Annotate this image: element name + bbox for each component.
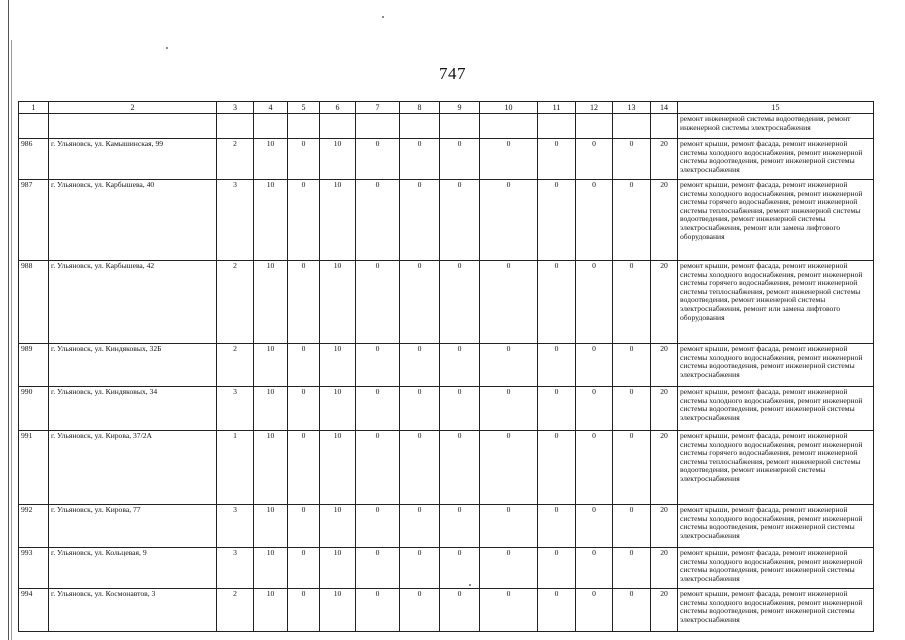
value-cell: 0 bbox=[440, 180, 480, 261]
value-cell: 0 bbox=[538, 180, 576, 261]
value-cell: 0 bbox=[480, 261, 538, 344]
value-cell: 0 bbox=[613, 139, 651, 180]
value-cell: 0 bbox=[538, 548, 576, 589]
table-row bbox=[19, 344, 874, 387]
value-cell: 0 bbox=[538, 387, 576, 431]
value-cell: 0 bbox=[440, 505, 480, 548]
column-header: 5 bbox=[288, 102, 320, 114]
works-cell: ремонт крыши, ремонт фасада, ремонт инженерной системы холодного водоснабжения, ремонт инженерной системы водоотведения, ремонт инженерной системы электроснабжения bbox=[678, 344, 874, 387]
value-cell: 0 bbox=[288, 180, 320, 261]
value-cell: 10 bbox=[320, 139, 356, 180]
value-cell: 2 bbox=[217, 261, 254, 344]
table-row bbox=[19, 139, 874, 180]
value-cell: 0 bbox=[400, 589, 440, 632]
value-cell: 0 bbox=[480, 548, 538, 589]
value-cell: 10 bbox=[320, 344, 356, 387]
scan-margin-line bbox=[11, 40, 12, 640]
value-cell: 10 bbox=[254, 505, 288, 548]
value-cell: 0 bbox=[400, 431, 440, 505]
column-header: 4 bbox=[254, 102, 288, 114]
table-row bbox=[19, 548, 874, 589]
value-cell: 1 bbox=[217, 431, 254, 505]
table-row bbox=[19, 387, 874, 431]
table-cell bbox=[320, 114, 356, 139]
value-cell: 0 bbox=[538, 505, 576, 548]
value-cell: 0 bbox=[576, 387, 613, 431]
value-cell: 10 bbox=[320, 387, 356, 431]
table-header bbox=[19, 102, 874, 114]
works-cell: ремонт крыши, ремонт фасада, ремонт инженерной системы холодного водоснабжения, ремонт инженерной системы водоотведения, ремонт инженерной системы электроснабжения bbox=[678, 505, 874, 548]
value-cell: 10 bbox=[320, 180, 356, 261]
value-cell: 0 bbox=[288, 589, 320, 632]
value-cell: 20 bbox=[651, 387, 678, 431]
table-cell bbox=[538, 114, 576, 139]
value-cell: 0 bbox=[288, 505, 320, 548]
value-cell: 0 bbox=[440, 139, 480, 180]
page-number: 747 bbox=[439, 64, 466, 83]
value-cell: 20 bbox=[651, 505, 678, 548]
scan-margin-line bbox=[8, 0, 9, 640]
table-cell bbox=[19, 114, 49, 139]
address-cell: г. Ульяновск, ул. Киндяковых, 32Б bbox=[49, 344, 217, 387]
value-cell: 10 bbox=[320, 261, 356, 344]
table-cell bbox=[49, 114, 217, 139]
column-header: 13 bbox=[613, 102, 651, 114]
value-cell: 0 bbox=[400, 505, 440, 548]
address-cell: г. Ульяновск, ул. Карбышева, 40 bbox=[49, 180, 217, 261]
value-cell: 10 bbox=[254, 548, 288, 589]
value-cell: 0 bbox=[613, 261, 651, 344]
value-cell: 0 bbox=[576, 548, 613, 589]
address-cell: г. Ульяновск, ул. Кирова, 77 bbox=[49, 505, 217, 548]
row-number-cell: 990 bbox=[19, 387, 49, 431]
value-cell: 20 bbox=[651, 431, 678, 505]
value-cell: 10 bbox=[254, 139, 288, 180]
value-cell: 20 bbox=[651, 139, 678, 180]
value-cell: 0 bbox=[356, 261, 400, 344]
address-cell: г. Ульяновск, ул. Камышинская, 99 bbox=[49, 139, 217, 180]
value-cell: 0 bbox=[356, 505, 400, 548]
column-header: 6 bbox=[320, 102, 356, 114]
value-cell: 0 bbox=[613, 548, 651, 589]
value-cell: 0 bbox=[480, 505, 538, 548]
value-cell: 0 bbox=[356, 180, 400, 261]
table-row bbox=[19, 261, 874, 344]
value-cell: 20 bbox=[651, 180, 678, 261]
value-cell: 0 bbox=[440, 261, 480, 344]
works-cell: ремонт крыши, ремонт фасада, ремонт инженерной системы холодного водоснабжения, ремонт инженерной системы горячего водоснабжения, ремонт инженерной системы теплоснабжения, ремонт инженерной системы водоотведения, ремонт инженерной системы электроснабжения bbox=[678, 431, 874, 505]
value-cell: 0 bbox=[480, 139, 538, 180]
works-cell: ремонт крыши, ремонт фасада, ремонт инженерной системы холодного водоснабжения, ремонт инженерной системы водоотведения, ремонт инженерной системы электроснабжения bbox=[678, 548, 874, 589]
works-cell: ремонт инженерной системы водоотведения, ремонт инженерной системы электроснабжения bbox=[678, 114, 874, 139]
column-header: 3 bbox=[217, 102, 254, 114]
value-cell: 0 bbox=[480, 387, 538, 431]
value-cell: 0 bbox=[538, 261, 576, 344]
value-cell: 20 bbox=[651, 589, 678, 632]
value-cell: 10 bbox=[320, 589, 356, 632]
table-row bbox=[19, 431, 874, 505]
value-cell: 3 bbox=[217, 180, 254, 261]
address-cell: г. Ульяновск, ул. Карбышева, 42 bbox=[49, 261, 217, 344]
column-header: 14 bbox=[651, 102, 678, 114]
value-cell: 0 bbox=[538, 431, 576, 505]
row-number-cell: 994 bbox=[19, 589, 49, 632]
value-cell: 2 bbox=[217, 344, 254, 387]
table-cell bbox=[613, 114, 651, 139]
table-row bbox=[19, 180, 874, 261]
value-cell: 10 bbox=[320, 548, 356, 589]
value-cell: 0 bbox=[400, 180, 440, 261]
value-cell: 0 bbox=[440, 431, 480, 505]
value-cell: 10 bbox=[254, 589, 288, 632]
value-cell: 0 bbox=[480, 589, 538, 632]
value-cell: 0 bbox=[613, 180, 651, 261]
value-cell: 20 bbox=[651, 344, 678, 387]
value-cell: 10 bbox=[254, 261, 288, 344]
value-cell: 0 bbox=[356, 589, 400, 632]
continuation-row bbox=[19, 114, 874, 139]
column-header: 10 bbox=[480, 102, 538, 114]
value-cell: 0 bbox=[356, 548, 400, 589]
value-cell: 3 bbox=[217, 505, 254, 548]
scan-speck bbox=[382, 16, 384, 18]
table-cell bbox=[356, 114, 400, 139]
works-cell: ремонт крыши, ремонт фасада, ремонт инженерной системы холодного водоснабжения, ремонт инженерной системы горячего водоснабжения, ремонт инженерной системы теплоснабжения, ремонт инженерной системы водоотведения, ремонт инженерной системы электроснабжения, ремонт или замена лифтового оборудования bbox=[678, 180, 874, 261]
address-cell: г. Ульяновск, ул. Киндяковых, 34 bbox=[49, 387, 217, 431]
table-cell bbox=[440, 114, 480, 139]
column-header: 8 bbox=[400, 102, 440, 114]
table-cell bbox=[400, 114, 440, 139]
value-cell: 0 bbox=[576, 431, 613, 505]
value-cell: 10 bbox=[320, 431, 356, 505]
value-cell: 0 bbox=[613, 505, 651, 548]
value-cell: 0 bbox=[538, 344, 576, 387]
row-number-cell: 989 bbox=[19, 344, 49, 387]
value-cell: 0 bbox=[400, 387, 440, 431]
column-header: 9 bbox=[440, 102, 480, 114]
value-cell: 0 bbox=[440, 548, 480, 589]
column-header: 15 bbox=[678, 102, 874, 114]
value-cell: 0 bbox=[576, 139, 613, 180]
value-cell: 0 bbox=[440, 344, 480, 387]
value-cell: 0 bbox=[576, 589, 613, 632]
row-number-cell: 988 bbox=[19, 261, 49, 344]
value-cell: 0 bbox=[613, 431, 651, 505]
value-cell: 0 bbox=[288, 261, 320, 344]
value-cell: 3 bbox=[217, 548, 254, 589]
value-cell: 0 bbox=[576, 261, 613, 344]
column-header: 2 bbox=[49, 102, 217, 114]
value-cell: 10 bbox=[254, 431, 288, 505]
value-cell: 0 bbox=[576, 344, 613, 387]
value-cell: 0 bbox=[613, 589, 651, 632]
value-cell: 0 bbox=[356, 344, 400, 387]
scan-speck bbox=[166, 47, 168, 49]
value-cell: 0 bbox=[480, 344, 538, 387]
value-cell: 20 bbox=[651, 261, 678, 344]
value-cell: 0 bbox=[440, 387, 480, 431]
table-cell bbox=[288, 114, 320, 139]
value-cell: 0 bbox=[288, 344, 320, 387]
table-row bbox=[19, 589, 874, 632]
value-cell: 0 bbox=[613, 344, 651, 387]
value-cell: 20 bbox=[651, 548, 678, 589]
value-cell: 2 bbox=[217, 589, 254, 632]
value-cell: 0 bbox=[288, 139, 320, 180]
row-number-cell: 993 bbox=[19, 548, 49, 589]
address-cell: г. Ульяновск, ул. Космонавтов, 3 bbox=[49, 589, 217, 632]
value-cell: 10 bbox=[254, 387, 288, 431]
value-cell: 0 bbox=[400, 548, 440, 589]
address-cell: г. Ульяновск, ул. Кирова, 37/2А bbox=[49, 431, 217, 505]
value-cell: 3 bbox=[217, 387, 254, 431]
repair-register-table bbox=[18, 101, 874, 632]
value-cell: 0 bbox=[288, 548, 320, 589]
address-cell: г. Ульяновск, ул. Кольцевая, 9 bbox=[49, 548, 217, 589]
column-header: 7 bbox=[356, 102, 400, 114]
column-header: 1 bbox=[19, 102, 49, 114]
row-number-cell: 986 bbox=[19, 139, 49, 180]
works-cell: ремонт крыши, ремонт фасада, ремонт инженерной системы холодного водоснабжения, ремонт инженерной системы водоотведения, ремонт инженерной системы электроснабжения bbox=[678, 589, 874, 632]
row-number-cell: 987 bbox=[19, 180, 49, 261]
value-cell: 0 bbox=[576, 180, 613, 261]
value-cell: 0 bbox=[538, 589, 576, 632]
value-cell: 10 bbox=[254, 180, 288, 261]
value-cell: 0 bbox=[576, 505, 613, 548]
value-cell: 0 bbox=[538, 139, 576, 180]
column-number-row bbox=[19, 102, 874, 114]
table-row bbox=[19, 505, 874, 548]
table-body bbox=[19, 114, 874, 632]
table-cell bbox=[217, 114, 254, 139]
value-cell: 0 bbox=[440, 589, 480, 632]
value-cell: 0 bbox=[356, 431, 400, 505]
column-header: 11 bbox=[538, 102, 576, 114]
value-cell: 0 bbox=[613, 387, 651, 431]
row-number-cell: 991 bbox=[19, 431, 49, 505]
table-cell bbox=[480, 114, 538, 139]
value-cell: 0 bbox=[400, 139, 440, 180]
row-number-cell: 992 bbox=[19, 505, 49, 548]
value-cell: 10 bbox=[254, 344, 288, 387]
value-cell: 0 bbox=[400, 344, 440, 387]
value-cell: 0 bbox=[356, 387, 400, 431]
value-cell: 0 bbox=[480, 431, 538, 505]
value-cell: 0 bbox=[480, 180, 538, 261]
value-cell: 0 bbox=[356, 139, 400, 180]
works-cell: ремонт крыши, ремонт фасада, ремонт инженерной системы холодного водоснабжения, ремонт инженерной системы водоотведения, ремонт инженерной системы электроснабжения bbox=[678, 139, 874, 180]
value-cell: 2 bbox=[217, 139, 254, 180]
table-cell bbox=[576, 114, 613, 139]
value-cell: 0 bbox=[288, 387, 320, 431]
value-cell: 10 bbox=[320, 505, 356, 548]
table-cell bbox=[651, 114, 678, 139]
table-cell bbox=[254, 114, 288, 139]
works-cell: ремонт крыши, ремонт фасада, ремонт инженерной системы холодного водоснабжения, ремонт инженерной системы горячего водоснабжения, ремонт инженерной системы теплоснабжения, ремонт инженерной системы водоотведения, ремонт инженерной системы электроснабжения, ремонт или замена лифтового оборудования bbox=[678, 261, 874, 344]
column-header: 12 bbox=[576, 102, 613, 114]
value-cell: 0 bbox=[400, 261, 440, 344]
works-cell: ремонт крыши, ремонт фасада, ремонт инженерной системы холодного водоснабжения, ремонт инженерной системы водоотведения, ремонт инженерной системы электроснабжения bbox=[678, 387, 874, 431]
value-cell: 0 bbox=[288, 431, 320, 505]
